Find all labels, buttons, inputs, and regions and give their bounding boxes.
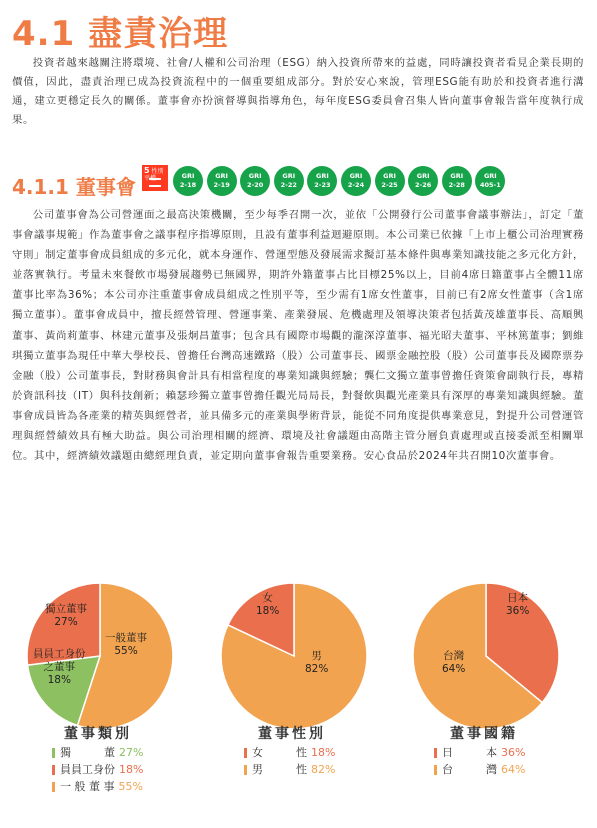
pie-0-label-general: 一般董事 55%	[105, 632, 147, 657]
pie-1-label-female: 女 18%	[256, 592, 280, 617]
legend-label: 台 灣	[442, 763, 497, 776]
legend-item	[244, 761, 335, 778]
board-description: 公司董事會為公司營運面之最高決策機關，至少每季召開一次，並依「公開發行公司董事會議事辦法」，訂定「董事會議事規範」作為董事會之議事程序指導原則，且設有董事利益迴避原則。本公司業已依據「上市上櫃公司治理實務守則」制定董事會成員組成的多元化，就本身運作、營運型態及發展需求擬訂基本條件與專業知識技能之多元化方針，並落實執行。考量未來餐飲市場發展趨勢已無國界，期許外籍董事占比目標25%以上，目前4席日籍董事占全體11席董事比率為36%；本公司亦注重董事會成員組成之性別平等，至少需有1席女性董事，目前已有2席女性董事（含1席獨立董事）。董事會成員中，擅長經營管理、營運事業、產業發展、危機處理及領導決策者包括黃茂雄董事長、高順興董事、黃尚莉董事、林建元董事及張炯昌董事；包含具有國際市場觀的瀧深淳董事、福光昭夫董事、平林篤董事；劉維琪獨立董事為現任中華大學校長、曾擔任台灣高速鐵路（股）公司董事長、國票金融控股（股）公司董事長及國際票券金融（股）公司董事長，對財務與會計具有相當程度的專業知識與經驗；龔仁文獨立董事曾擔任資策會副執行長，專精於資訊科技（IT）與科技創新；賴瑟珍獨立董事曾擔任觀光局局長，對餐飲與觀光產業具有深厚的專業知識與經驗。董事會成員皆為各產業的精英與經營者，並具備多元的產業與學術背景，能從不同角度提供專業意見，對提升公司營運管理與經營績效具有極大助益。與公司治理相關的經濟、環境及社會議題由高階主管分層負責處理或直接委派至相關單位。其中，經濟績效議題由總經理負責，並定期向董事會報告重要業務。安心食品於2024年共召開10次董事會。	[12, 209, 584, 463]
legend-swatch	[244, 765, 247, 775]
sdg-5-icon	[142, 165, 168, 191]
gri-badge: GRI 2-25	[375, 166, 405, 196]
gri-badge: GRI 405-1	[475, 166, 505, 196]
sdg-number: 5	[144, 166, 150, 175]
legend-value: 64%	[501, 763, 526, 776]
board-nationality-pie-chart	[411, 581, 561, 731]
gri-badge: GRI 2-24	[341, 166, 371, 196]
legend-value: 27%	[119, 746, 144, 759]
gri-tag-list	[173, 166, 505, 196]
pie-0-label-employee: 員員工身份 之董事 18%	[33, 648, 86, 686]
legend-item	[434, 744, 525, 761]
intro-paragraph: 投資者越來越關注將環境、社會/人權和公司治理（ESG）納入投資所帶來的益處，同時讓投資者看見企業長期的價值，因此，盡責治理已成為投資流程中的一個重要組成部分。對於安心來說，管理ESG能有助於和投資者進行溝通，建立更穩定長久的關係。董事會亦扮演督導與指導角色，每年度ESG委員會召集人皆向董事會報告當年度執行成果。	[12, 57, 584, 126]
legend-swatch	[434, 765, 437, 775]
gri-badge: GRI 2-26	[408, 166, 438, 196]
legend-swatch	[434, 748, 437, 758]
legend-label: 日 本	[442, 746, 497, 759]
pie-0-label-independent: 獨立董事 27%	[45, 603, 87, 628]
legend-swatch	[52, 748, 55, 758]
gri-badge: GRI 2-22	[274, 166, 304, 196]
pie-1-label-male: 男 82%	[305, 650, 329, 675]
legend-swatch	[244, 748, 247, 758]
legend-label: 獨 董	[60, 746, 115, 759]
legend-label: 男 性	[252, 763, 307, 776]
legend-value: 36%	[501, 746, 526, 759]
pie-2-title: 董事國籍	[450, 726, 518, 742]
legend-label: 一 般 董 事	[60, 780, 115, 793]
legend-swatch	[52, 782, 55, 792]
pie-2-label-taiwan: 台灣 64%	[442, 650, 466, 675]
legend-swatch	[52, 765, 55, 775]
legend-item	[52, 761, 143, 778]
gri-badge: GRI 2-19	[207, 166, 237, 196]
pie-2-label-japan: 日本 36%	[506, 592, 530, 617]
gri-badge: GRI 2-28	[442, 166, 472, 196]
legend-item	[244, 744, 335, 761]
gri-badge: GRI 2-20	[240, 166, 270, 196]
sdg-label: 性別平權	[144, 168, 164, 182]
legend-item	[52, 744, 143, 761]
pie-0-legend	[52, 744, 143, 795]
pie-1-legend	[244, 744, 335, 778]
legend-value: 18%	[119, 763, 144, 776]
equality-icon	[149, 178, 161, 187]
pie-2-legend	[434, 744, 525, 778]
legend-value: 18%	[311, 746, 336, 759]
pie-1-title: 董事性別	[258, 726, 326, 742]
gri-badge: GRI 2-23	[307, 166, 337, 196]
legend-value: 82%	[311, 763, 336, 776]
gri-badge: GRI 2-18	[173, 166, 203, 196]
legend-item	[52, 778, 143, 795]
legend-label: 女 性	[252, 746, 307, 759]
pie-0-title: 董事類別	[64, 726, 132, 742]
board-gender-pie-chart	[219, 581, 369, 731]
legend-value: 55%	[118, 780, 143, 793]
legend-label: 員員工身份	[60, 763, 115, 776]
page-title: 4.1 盡責治理	[12, 14, 229, 54]
legend-item	[434, 761, 525, 778]
section-heading: 4.1.1 董事會	[12, 175, 136, 199]
